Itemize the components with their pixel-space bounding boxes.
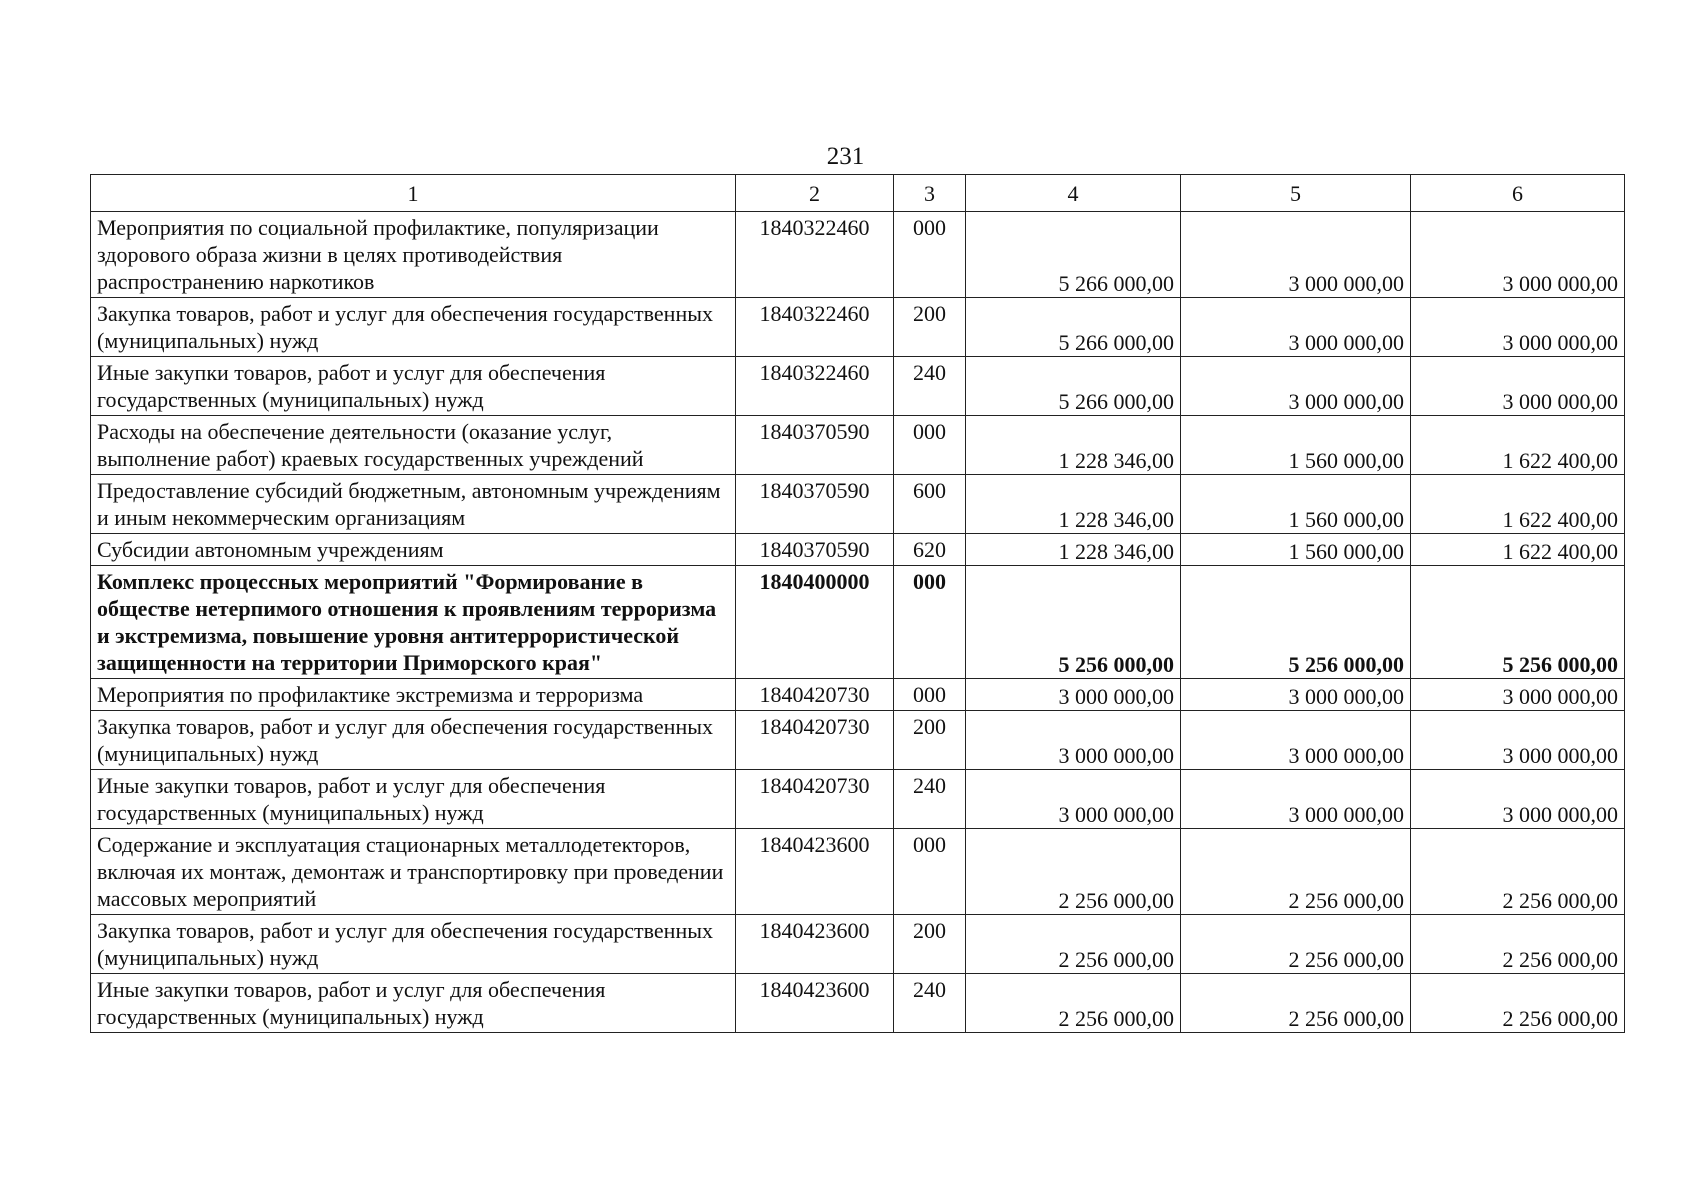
- row-value-5-cell: 3 000 000,00: [1181, 212, 1411, 298]
- row-code-cell: 1840322460: [736, 212, 894, 298]
- row-value-4-cell: 1 228 346,00: [966, 475, 1181, 534]
- row-value-6-cell: 1 622 400,00: [1411, 416, 1625, 475]
- header-cell-3: 3: [894, 175, 966, 212]
- row-value-6-cell: 2 256 000,00: [1411, 829, 1625, 915]
- row-name-cell: Предоставление субсидий бюджетным, автономным учреждениям и иным некоммерческим организациям: [91, 475, 736, 534]
- row-value-6-cell: 1 622 400,00: [1411, 475, 1625, 534]
- row-value-5-cell: 2 256 000,00: [1181, 915, 1411, 974]
- table-row: [91, 475, 1625, 534]
- row-value-4-cell: 3 000 000,00: [966, 679, 1181, 711]
- row-code-cell: 1840400000: [736, 566, 894, 679]
- row-type-cell: 620: [894, 534, 966, 566]
- row-value-4-cell: 3 000 000,00: [966, 770, 1181, 829]
- row-code-cell: 1840420730: [736, 679, 894, 711]
- row-name-cell: Комплекс процессных мероприятий "Формирование в обществе нетерпимого отношения к проявлениям терроризма и экстремизма, повышение уровня антитеррористической защищенности на территории Приморского края": [91, 566, 736, 679]
- table-row: [91, 416, 1625, 475]
- row-value-4-cell: 1 228 346,00: [966, 416, 1181, 475]
- row-value-6-cell: 3 000 000,00: [1411, 679, 1625, 711]
- table-row: [91, 679, 1625, 711]
- row-value-6-cell: 2 256 000,00: [1411, 915, 1625, 974]
- row-code-cell: 1840423600: [736, 915, 894, 974]
- row-type-cell: 200: [894, 915, 966, 974]
- row-value-5-cell: 3 000 000,00: [1181, 770, 1411, 829]
- row-code-cell: 1840370590: [736, 534, 894, 566]
- row-value-5-cell: 1 560 000,00: [1181, 534, 1411, 566]
- row-value-6-cell: 3 000 000,00: [1411, 770, 1625, 829]
- row-type-cell: 000: [894, 679, 966, 711]
- row-value-6-cell: 3 000 000,00: [1411, 212, 1625, 298]
- header-cell-2: 2: [736, 175, 894, 212]
- row-type-cell: 240: [894, 357, 966, 416]
- table-row: [91, 711, 1625, 770]
- row-value-5-cell: 2 256 000,00: [1181, 829, 1411, 915]
- row-type-cell: 200: [894, 298, 966, 357]
- row-value-6-cell: 2 256 000,00: [1411, 974, 1625, 1033]
- row-value-4-cell: 3 000 000,00: [966, 711, 1181, 770]
- row-value-4-cell: 2 256 000,00: [966, 974, 1181, 1033]
- row-value-4-cell: 5 266 000,00: [966, 357, 1181, 416]
- row-type-cell: 600: [894, 475, 966, 534]
- table-body: [91, 175, 1625, 1033]
- row-value-4-cell: 2 256 000,00: [966, 829, 1181, 915]
- row-value-4-cell: 5 266 000,00: [966, 212, 1181, 298]
- header-cell-6: 6: [1411, 175, 1625, 212]
- row-value-5-cell: 3 000 000,00: [1181, 711, 1411, 770]
- table-row: [91, 212, 1625, 298]
- row-value-5-cell: 1 560 000,00: [1181, 416, 1411, 475]
- row-name-cell: Содержание и эксплуатация стационарных металлодетекторов, включая их монтаж, демонтаж и транспортировку при проведении массовых мероприятий: [91, 829, 736, 915]
- budget-table: [90, 174, 1625, 1033]
- row-value-6-cell: 3 000 000,00: [1411, 711, 1625, 770]
- table-row: [91, 770, 1625, 829]
- row-value-4-cell: 5 266 000,00: [966, 298, 1181, 357]
- row-value-5-cell: 3 000 000,00: [1181, 679, 1411, 711]
- row-name-cell: Мероприятия по профилактике экстремизма и терроризма: [91, 679, 736, 711]
- row-type-cell: 000: [894, 416, 966, 475]
- row-code-cell: 1840423600: [736, 829, 894, 915]
- row-name-cell: Расходы на обеспечение деятельности (оказание услуг, выполнение работ) краевых государственных учреждений: [91, 416, 736, 475]
- row-type-cell: 240: [894, 974, 966, 1033]
- row-name-cell: Закупка товаров, работ и услуг для обеспечения государственных (муниципальных) нужд: [91, 711, 736, 770]
- row-value-5-cell: 5 256 000,00: [1181, 566, 1411, 679]
- row-value-6-cell: 3 000 000,00: [1411, 298, 1625, 357]
- row-value-6-cell: 3 000 000,00: [1411, 357, 1625, 416]
- row-value-5-cell: 2 256 000,00: [1181, 974, 1411, 1033]
- row-value-5-cell: 3 000 000,00: [1181, 298, 1411, 357]
- table-row: [91, 534, 1625, 566]
- row-code-cell: 1840322460: [736, 357, 894, 416]
- table-header-row: [91, 175, 1625, 212]
- header-cell-5: 5: [1181, 175, 1411, 212]
- row-code-cell: 1840420730: [736, 770, 894, 829]
- table-row: [91, 974, 1625, 1033]
- row-type-cell: 000: [894, 212, 966, 298]
- table-row: [91, 829, 1625, 915]
- row-value-5-cell: 1 560 000,00: [1181, 475, 1411, 534]
- header-cell-1: 1: [91, 175, 736, 212]
- row-value-4-cell: 2 256 000,00: [966, 915, 1181, 974]
- row-value-4-cell: 5 256 000,00: [966, 566, 1181, 679]
- row-value-4-cell: 1 228 346,00: [966, 534, 1181, 566]
- row-value-6-cell: 1 622 400,00: [1411, 534, 1625, 566]
- table-row: [91, 357, 1625, 416]
- row-code-cell: 1840370590: [736, 416, 894, 475]
- header-cell-4: 4: [966, 175, 1181, 212]
- table-row-section: [91, 566, 1625, 679]
- row-code-cell: 1840322460: [736, 298, 894, 357]
- row-name-cell: Иные закупки товаров, работ и услуг для обеспечения государственных (муниципальных) нужд: [91, 974, 736, 1033]
- table-row: [91, 298, 1625, 357]
- row-value-5-cell: 3 000 000,00: [1181, 357, 1411, 416]
- row-name-cell: Закупка товаров, работ и услуг для обеспечения государственных (муниципальных) нужд: [91, 298, 736, 357]
- row-name-cell: Закупка товаров, работ и услуг для обеспечения государственных (муниципальных) нужд: [91, 915, 736, 974]
- page-number: 231: [826, 143, 865, 170]
- row-type-cell: 200: [894, 711, 966, 770]
- row-name-cell: Мероприятия по социальной профилактике, популяризации здорового образа жизни в целях противодействия распространению наркотиков: [91, 212, 736, 298]
- row-type-cell: 000: [894, 829, 966, 915]
- row-name-cell: Субсидии автономным учреждениям: [91, 534, 736, 566]
- row-code-cell: 1840420730: [736, 711, 894, 770]
- row-value-6-cell: 5 256 000,00: [1411, 566, 1625, 679]
- table-row: [91, 915, 1625, 974]
- row-code-cell: 1840423600: [736, 974, 894, 1033]
- row-name-cell: Иные закупки товаров, работ и услуг для обеспечения государственных (муниципальных) нужд: [91, 357, 736, 416]
- row-type-cell: 000: [894, 566, 966, 679]
- row-name-cell: Иные закупки товаров, работ и услуг для обеспечения государственных (муниципальных) нужд: [91, 770, 736, 829]
- row-code-cell: 1840370590: [736, 475, 894, 534]
- row-type-cell: 240: [894, 770, 966, 829]
